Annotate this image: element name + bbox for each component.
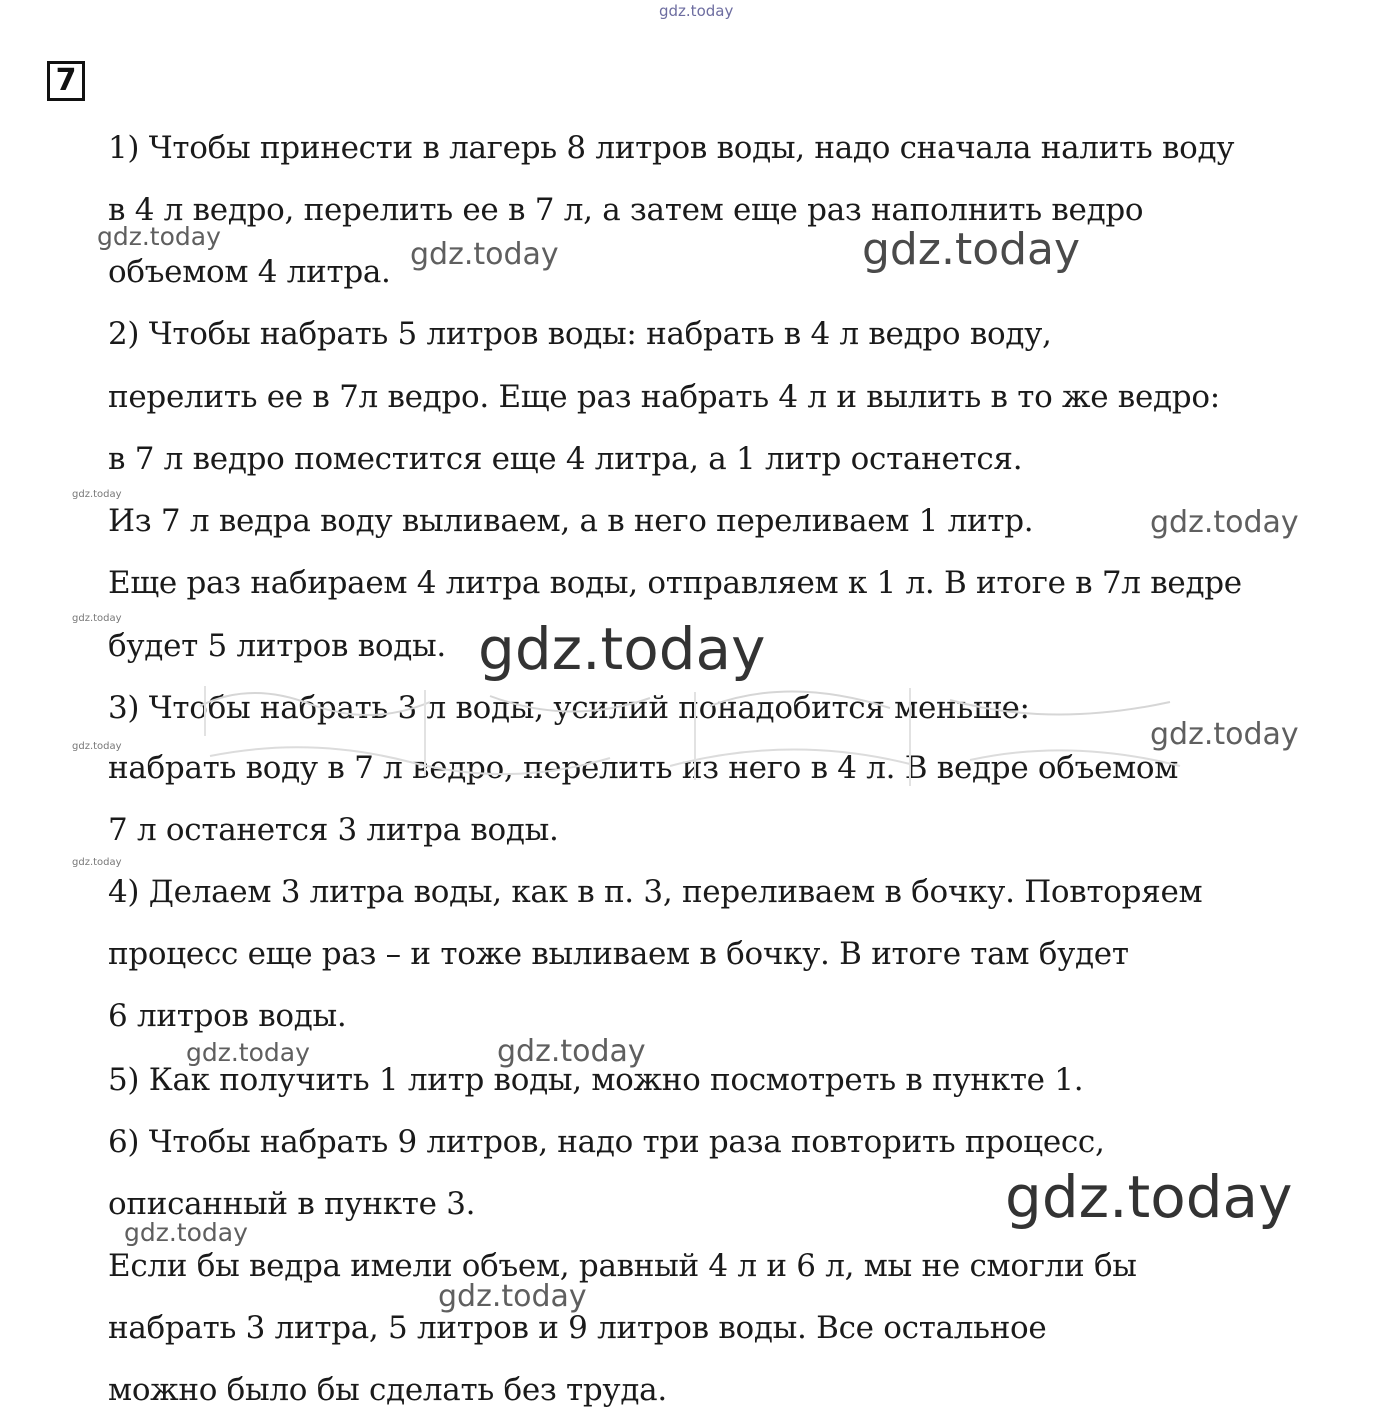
text-line: набрать воду в 7 л ведро, перелить из него в 4 л. В ведре объемом — [108, 750, 1179, 786]
text-line: описанный в пункте 3. — [108, 1186, 476, 1222]
watermark-text: gdz.today — [186, 1038, 310, 1067]
watermark-text: gdz.today — [72, 613, 122, 624]
watermark-text: gdz.today — [862, 224, 1081, 275]
text-line: 7 л останется 3 литра воды. — [108, 812, 559, 848]
watermark-text: gdz.today — [1150, 505, 1299, 540]
watermark-text: gdz.today — [97, 222, 221, 251]
text-line: Из 7 л ведра воду выливаем, а в него переливаем 1 литр. — [108, 503, 1034, 539]
task-number-badge: 7 — [47, 61, 85, 101]
text-line: в 7 л ведро поместится еще 4 литра, а 1 литр останется. — [108, 441, 1023, 477]
watermark-text: gdz.today — [72, 857, 122, 868]
watermark-text: gdz.today — [438, 1279, 587, 1314]
text-line: 2) Чтобы набрать 5 литров воды: набрать в 4 л ведро воду, — [108, 316, 1052, 352]
watermark-text: gdz.today — [659, 2, 734, 20]
text-line: 3) Чтобы набрать 3 л воды, усилий понадобится меньше: — [108, 690, 1030, 726]
watermark-text: gdz.today — [1150, 717, 1299, 752]
text-line: будет 5 литров воды. — [108, 628, 446, 664]
text-line: в 4 л ведро, перелить ее в 7 л, а затем еще раз наполнить ведро — [108, 192, 1144, 228]
watermark-text: gdz.today — [1005, 1163, 1293, 1231]
watermark-text: gdz.today — [478, 615, 766, 683]
text-line: набрать 3 литра, 5 литров и 9 литров воды. Все остальное — [108, 1310, 1047, 1346]
watermark-text: gdz.today — [72, 741, 122, 752]
text-line: 6 литров воды. — [108, 998, 347, 1034]
text-line: процесс еще раз – и тоже выливаем в бочку. В итоге там будет — [108, 936, 1129, 972]
text-line: Еще раз набираем 4 литра воды, отправляем к 1 л. В итоге в 7л ведре — [108, 565, 1242, 601]
watermark-text: gdz.today — [124, 1218, 248, 1247]
text-line: 4) Делаем 3 литра воды, как в п. 3, переливаем в бочку. Повторяем — [108, 874, 1203, 910]
text-line: Если бы ведра имели объем, равный 4 л и 6 л, мы не смогли бы — [108, 1248, 1137, 1284]
watermark-text: gdz.today — [497, 1034, 646, 1069]
text-line: 5) Как получить 1 литр воды, можно посмотреть в пункте 1. — [108, 1062, 1084, 1098]
watermark-text: gdz.today — [72, 489, 122, 500]
text-line: 6) Чтобы набрать 9 литров, надо три раза повторить процесс, — [108, 1124, 1105, 1160]
text-line: 1) Чтобы принести в лагерь 8 литров воды, надо сначала налить воду — [108, 130, 1235, 166]
text-line: можно было бы сделать без труда. — [108, 1372, 667, 1408]
text-line: объемом 4 литра. — [108, 254, 391, 290]
text-line: перелить ее в 7л ведро. Еще раз набрать 4 л и вылить в то же ведро: — [108, 379, 1220, 415]
watermark-text: gdz.today — [410, 237, 559, 272]
